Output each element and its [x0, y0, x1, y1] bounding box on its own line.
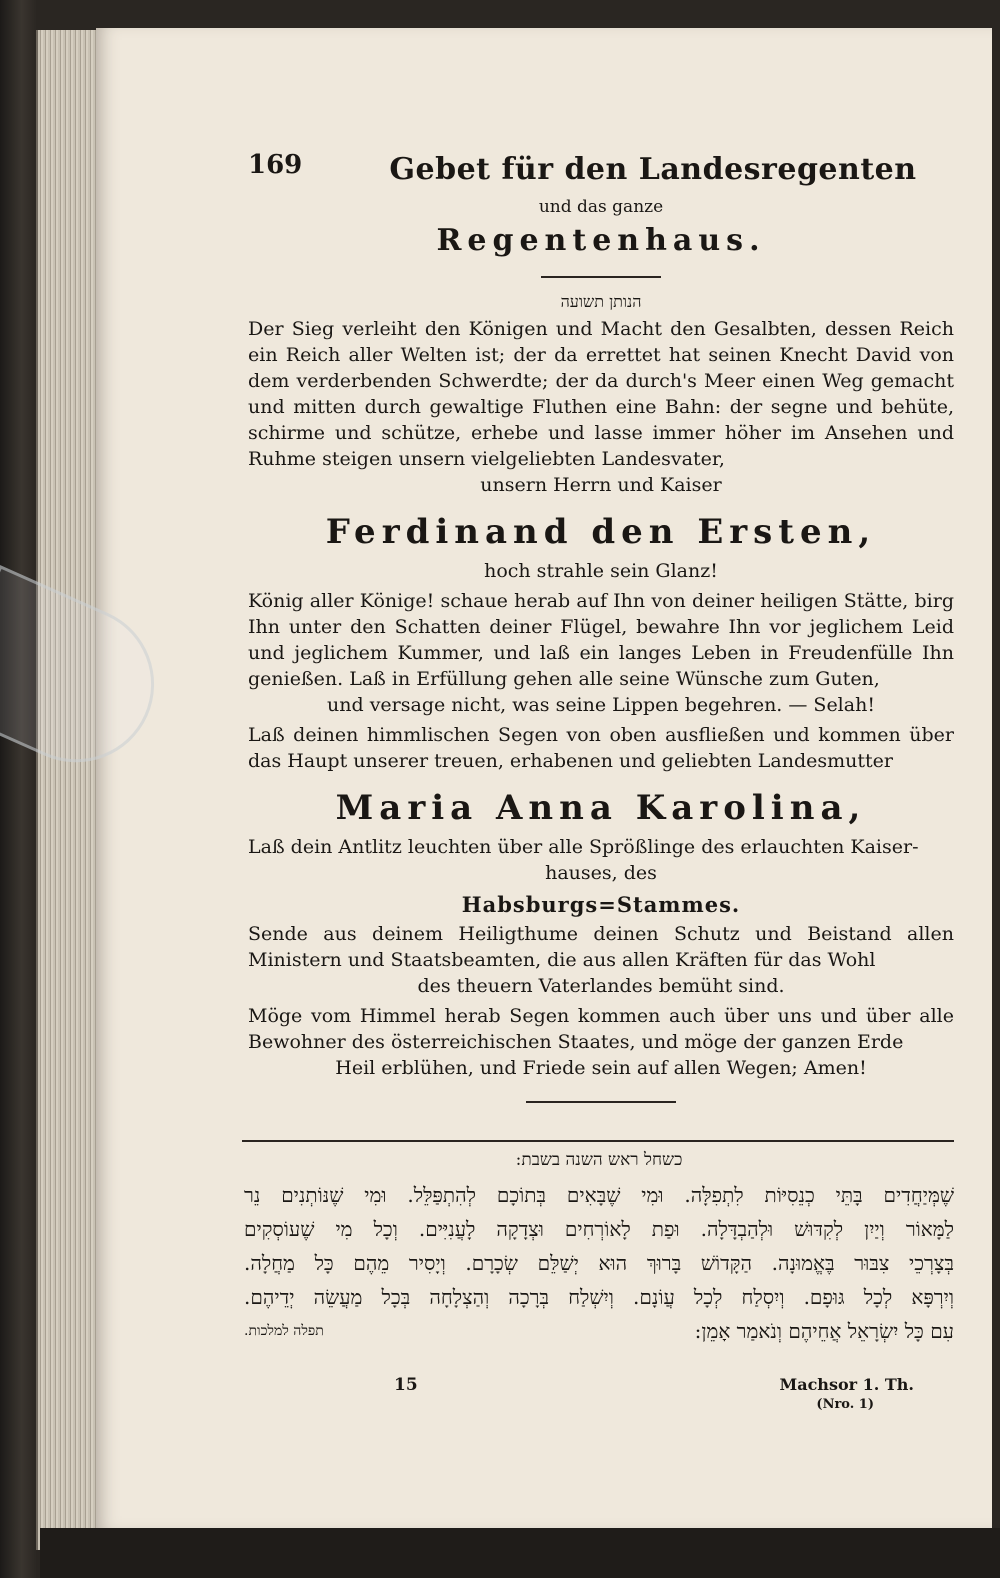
main-text [248, 150, 954, 1103]
section-divider [242, 1140, 954, 1142]
title-rule [541, 276, 661, 278]
title-subline: und das ganze [538, 197, 664, 217]
hebrew-line-3: בְּצָרְכֵי צִבּוּר בֶּאֱמוּנָה. הַקָּדוֹשׁ בָּרוּךְ הוּא יְשַׁלֵּם שְׂכָרָם. וְיָסִיר מֵהֶם כָּל מַחֲלָה. [244, 1251, 954, 1275]
machsor-label: Machsor 1. Th. [779, 1375, 914, 1394]
hebrew-line-4: וְיִרְפָּא לְכָל גּוּפָם. וְיִסְלַח לְכָל עֲוֹנָם. וְיִשְׁלַח בְּרָכָה וְהַצְלָחָה בְּכָל מַעֲשֵׂה יְדֵיהֶם. [244, 1285, 954, 1309]
paragraph-6-end: Heil erblühen, und Friede sein auf allen Wegen; Amen! [335, 1057, 867, 1079]
name-habsburg: Habsburgs=Stammes. [461, 892, 741, 917]
page-edges [36, 30, 100, 1550]
paragraph-4-end: hauses, des [545, 862, 657, 884]
hebrew-heading: הנותן תשועה [560, 292, 642, 311]
name-maria-anna: Maria Anna Karolina, [335, 788, 867, 828]
paragraph-5: Sende aus deinem Heiligthume deinen Schutz und Beistand allen Ministern und Staatsbeamten, die aus allen Kräften für das Wohl [248, 923, 954, 971]
paragraph-5-end: des theuern Vaterlandes bemüht sind. [417, 975, 785, 997]
paragraph-3: Laß deinen himmlischen Segen von oben ausfließen und kommen über das Haupt unserer treuen, erhabenen und geliebten Landesmutter [248, 724, 954, 772]
paragraph-6: Möge vom Himmel herab Segen kommen auch über uns und über alle Bewohner des österreichischen Staates, und möge der ganzen Erde [248, 1005, 954, 1053]
hebrew-line-5 [244, 1314, 954, 1348]
name-ferdinand-sub: hoch strahle sein Glanz! [484, 560, 718, 582]
nro-label: (Nro. 1) [816, 1397, 874, 1412]
hebrew-section-heading: כשחל ראש השנה בשבת: [515, 1150, 683, 1170]
book-cover-edge [40, 1528, 1000, 1578]
hebrew-line-2: לַמָּאוֹר וְיַיִן לְקִדּוּשׁ וּלְהַבְדָּלָה. וּפַת לָאוֹרְחִים וּצְדָקָה לָעֲנִיִּים. וְכָל מִי שֶׁעוֹסְקִים [244, 1217, 954, 1241]
paragraph-1: Der Sieg verleiht den Königen und Macht den Gesalbten, dessen Reich ein Reich aller Welten ist; der da errettet hat seinen Knecht David von dem verderbenden Schwerdte; der da durch's Meer einen Weg gemacht und mitten durch gewaltige Fluthen eine Bahn: der segne und behüte, schirme und schütze, erhebe und lasse immer höher im Ansehen und Ruhme steigen unsern vielgeliebten Landesvater, [248, 318, 954, 470]
hebrew-line-1: שֶׁמְּיַחֲדִים בָּתֵּי כְנֵסִיּוֹת לִתְפִלָּה. וּמִי שֶׁבָּאִים בְּתוֹכָם לְהִתְפַּלֵּל. וּמִי שֶׁנּוֹתְנִים נֵר [244, 1183, 954, 1207]
paragraph-1-end: unsern Herrn und Kaiser [480, 474, 722, 496]
closing-rule [526, 1101, 676, 1103]
paragraph-2-end: und versage nicht, was seine Lippen begehren. — Selah! [327, 694, 875, 716]
page-number: 169 [248, 150, 303, 180]
signature-mark: 15 [394, 1375, 418, 1395]
hebrew-last-line: עִם כָּל יִשְׂרָאֵל אֲחֵיהֶם וְנֹאמַר אָמֵן: [694, 1319, 954, 1343]
paragraph-4: Laß dein Antlitz leuchten über alle Sprößlinge des erlauchten Kaiser- [248, 836, 919, 858]
hebrew-section [244, 1150, 954, 1348]
page-title: Gebet für den Landesregenten [389, 152, 917, 187]
hebrew-note: תפלה למלכות. [244, 1323, 324, 1339]
title-emphasis: Regentenhaus. [436, 223, 766, 258]
paragraph-2: König aller Könige! schaue herab auf Ihn von deiner heiligen Stätte, birg Ihn unter den Schatten deiner Flügel, bewahre Ihn vor jeglichem Leid und jeglichem Kummer, und laß ein langes Leben in Freudenfülle Ihn genießen. Laß in Erfüllung gehen alle seine Wünsche zum Guten, [248, 590, 954, 690]
name-ferdinand: Ferdinand den Ersten, [325, 512, 877, 552]
book-spine [0, 0, 36, 1578]
